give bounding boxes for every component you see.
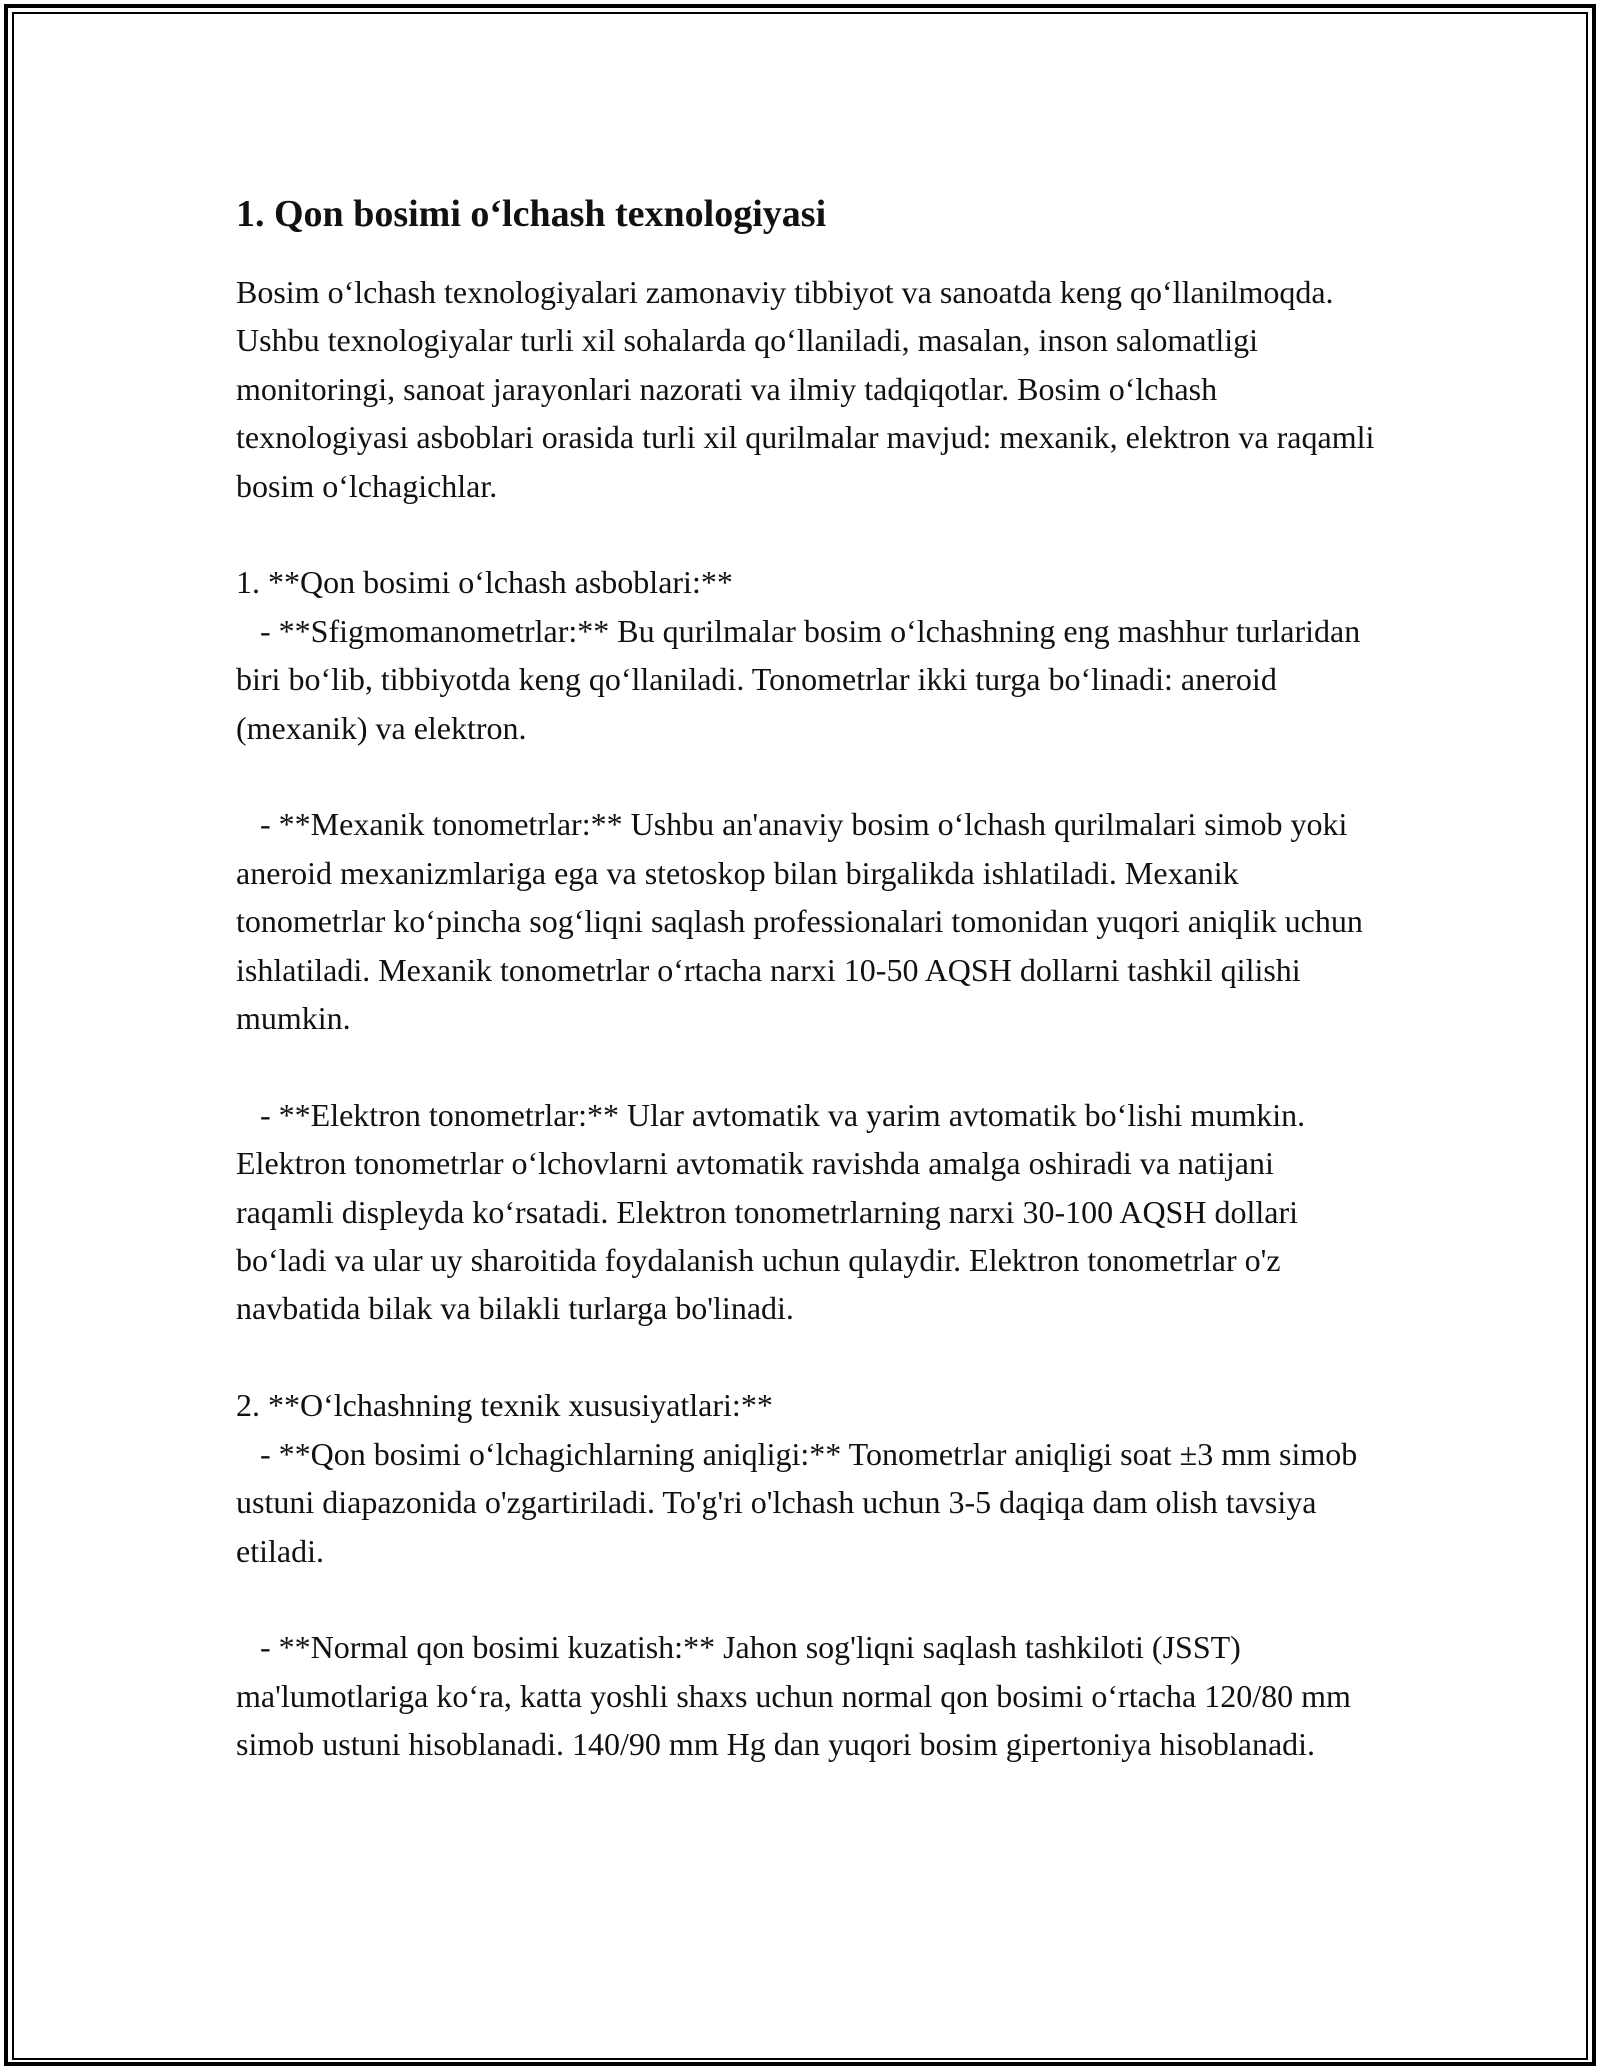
section2-item-aniqlik: - **Qon bosimi o‘lchagichlarning aniqligi:** Tonometrlar aniqligi soat ±3 mm simob ustuni diapazonida o'zgartiriladi. To'g'ri o'lchash uchun 3-5 daqiqa dam olish tavsiya etiladi. (236, 1435, 1366, 1569)
section2-title: 2. **O‘lchashning texnik xususiyatlari:** (236, 1387, 773, 1424)
blank-line (236, 510, 1376, 558)
section1-item-elektron: - **Elektron tonometrlar:** Ular avtomatik va yarim avtomatik bo‘lishi mumkin. Elektron tonometrlar o‘lchovlarni avtomatik ravishda amalga oshiradi va natijani raqamli displeyda ko‘rsatadi. Elektron tonometrlarning narxi 30-100 AQSH dollari bo‘ladi va ular uy sharoitida foydalanish uchun qulaydir. Elektron tonometrlar o'z navbatida bilak va bilakli turlarga bo'linadi. (236, 1096, 1314, 1327)
blank-line (236, 752, 1376, 800)
document-heading: 1. Qon bosimi o‘lchash texnologiyasi (236, 193, 827, 235)
section1-item-sfigmomanometrlar: - **Sfigmomanometrlar:** Bu qurilmalar bosim o‘lchashning eng mashhur turlaridan biri bo‘lib, tibbiyotda keng qo‘llaniladi. Tonometrlar ikki turga bo‘linadi: aneroid (mexanik) va elektron. (236, 612, 1369, 746)
blank-line (236, 1575, 1376, 1623)
blank-line (236, 1042, 1376, 1090)
section1-item-mexanik: - **Mexanik tonometrlar:** Ushbu an'anaviy bosim o‘lchash qurilmalari simob yoki aneroid mexanizmlariga ega va stetoskop bilan birgalikda ishlatiladi. Mexanik tonometrlar ko‘pincha sog‘liqni saqlash professionalari tomonidan yuqori aniqlik uchun ishlatiladi. Mexanik tonometrlar o‘rtacha narxi 10-50 AQSH dollarni tashkil qilishi mumkin. (236, 806, 1371, 1037)
document-page (236, 188, 1383, 1769)
blank-line (236, 1333, 1376, 1381)
section2-item-normal-bosim: - **Normal qon bosimi kuzatish:** Jahon sog'liqni saqlash tashkiloti (JSST) ma'lumotlariga ko‘ra, katta yoshli shaxs uchun normal qon bosimi o‘rtacha 120/80 mm simob ustuni hisoblanadi. 140/90 mm Hg dan yuqori bosim gipertoniya hisoblanadi. (236, 1629, 1359, 1763)
intro-paragraph: Bosim o‘lchash texnologiyalari zamonaviy tibbiyot va sanoatda keng qo‘llanilmoqda. Ushbu texnologiyalar turli xil sohalarda qo‘llaniladi, masalan, inson salomatligi monitoringi, sanoat jarayonlari nazorati va ilmiy tadqiqotlar. Bosim o‘lchash texnologiyasi asboblari orasida turli xil qurilmalar mavjud: mexanik, elektron va raqamli bosim o‘lchagichlar. (236, 274, 1383, 504)
section1-title: 1. **Qon bosimi o‘lchash asboblari:** (236, 564, 733, 601)
